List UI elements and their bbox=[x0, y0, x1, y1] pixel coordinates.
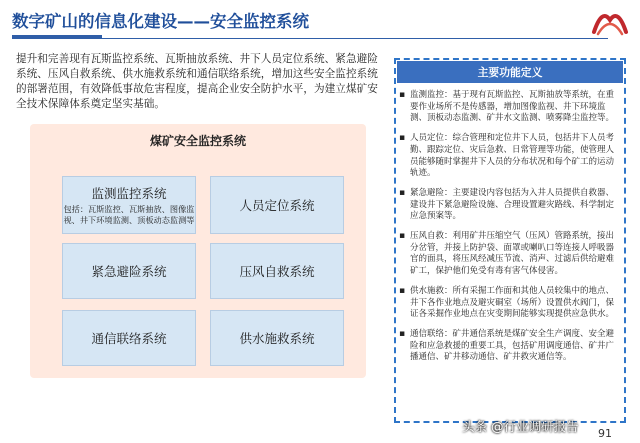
box-note: 包括：瓦斯监控、瓦斯抽放、图像监视、井下环境监测、顶板动态监测等 bbox=[63, 204, 195, 225]
watermark: 头条 @行业调研报告 bbox=[462, 419, 579, 434]
function-list bbox=[398, 90, 620, 372]
monitoring-system-box bbox=[62, 176, 196, 234]
company-logo-icon bbox=[588, 4, 632, 38]
box-name: 监测监控系统 bbox=[91, 186, 167, 201]
communication-system-box bbox=[62, 310, 196, 366]
box-name: 紧急避险系统 bbox=[91, 264, 167, 279]
box-name: 通信联络系统 bbox=[91, 331, 167, 346]
personnel-location-box bbox=[210, 176, 344, 234]
list-item: ▪ 人员定位：综合管理和定位井下人员，包括井下人员考勤、跟踪定位、灾后急救、日常管理等功能，使管理人员能够随时掌握井下人员的分布状况和每个矿工的运动轨迹。 bbox=[398, 133, 620, 180]
intro-paragraph: 提升和完善现有瓦斯监控系统、瓦斯抽放系统、井下人员定位系统、紧急避险系统、压风自救系统、供水施救系统和通信联络系统，增加这些安全监控系统的部署范围，有效降低事故危害程度，提高企业安全防护水平，为建立煤矿安全技术保障体系奠定坚实基础。 bbox=[16, 53, 378, 110]
panel-header: 主要功能定义 bbox=[397, 61, 623, 83]
page-title: 数字矿山的信息化建设——安全监控系统 bbox=[12, 12, 309, 31]
emergency-refuge-box bbox=[62, 243, 196, 299]
list-item: ▪ 监测监控：基于现有瓦斯监控、瓦斯抽放等系统，在重要作业场所不是传感器，增加图像监视、井下环境监测、顶板动态监测、矿井水文监测、喷雾降尘监控等。 bbox=[398, 90, 620, 125]
list-item: ▪ 压风自救：利用矿井压缩空气（压风）管路系统，接出分岔管，并接上防护袋、面罩或喇叭口等连接人呼吸器官的面具，将压风经减压节流、消声、过滤后供给避难矿工，保护他们免受有毒有害气体侵害。 bbox=[398, 231, 620, 278]
box-name: 人员定位系统 bbox=[239, 198, 315, 213]
list-item: ▪ 供水施救：所有采掘工作面和其他人员较集中的地点、井下各作业地点及避灾硐室（场所）设置供水阀门，保证各采掘作业地点在灾变期间能够实现提供应急供水。 bbox=[398, 286, 620, 321]
water-supply-rescue-box bbox=[210, 310, 344, 366]
box-name: 供水施救系统 bbox=[239, 331, 315, 346]
box-name: 压风自救系统 bbox=[239, 264, 315, 279]
compressed-air-rescue-box bbox=[210, 243, 344, 299]
list-item: ▪ 紧急避险：主要建设内容包括为入井人员提供自救器、建设井下紧急避险设施、合理设置避灾路线、科学制定应急预案等。 bbox=[398, 188, 620, 223]
diagram-title: 煤矿安全监控系统 bbox=[149, 134, 246, 148]
page-number: 91 bbox=[598, 427, 612, 440]
title-underline bbox=[12, 38, 608, 39]
list-item: ▪ 通信联络：矿井通信系统是煤矿安全生产调度、安全避险和应急救援的重要工具，包括矿用调度通信、矿井广播通信、矿井移动通信、矿井救灾通信等。 bbox=[398, 329, 620, 364]
